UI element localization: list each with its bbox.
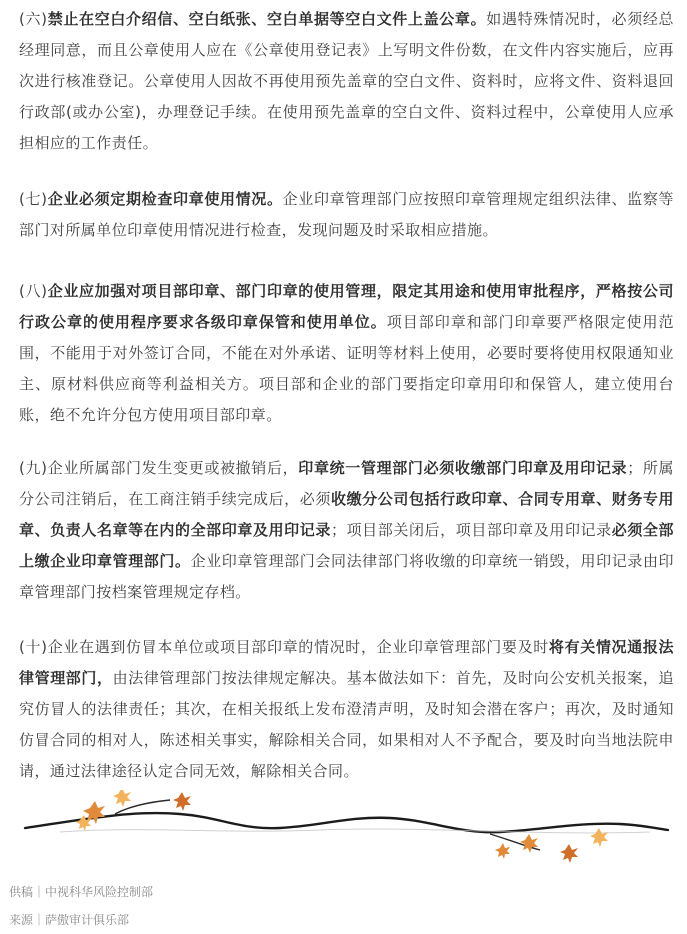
autumn-branch-icon <box>20 790 670 870</box>
emphasis-text: 将有关情况通报法律管理部门， <box>19 638 674 687</box>
clause-10-paragraph <box>19 632 674 787</box>
emphasis-text: 企业应加强对项目部印章、部门印章的使用管理，限定其用途和使用审批程序，严格按公司行政公章的使用程序要求各级印章保管和使用单位。 <box>19 282 674 331</box>
clause-7-paragraph <box>19 184 674 246</box>
clause-9-paragraph <box>19 453 674 608</box>
body-text: 企业印章管理部门应按照印章管理规定组织法律、监察等部门对所属单位印章使用情况进行检查，发现问题及时采取相应措施。 <box>19 190 674 239</box>
emphasis-text: 印章统一管理部门必须收缴部门印章及用印记录 <box>298 459 628 477</box>
branch-shadow <box>60 829 650 833</box>
body-text: 企业印章管理部门会同法律部门将收缴的印章统一销毁，用印记录由印章管理部门按档案管理规定存档。 <box>19 552 674 601</box>
body-text: 由法律管理部门按法律规定解决。基本做法如下：首先，及时向公安机关报案，追究仿冒人的法律责任；其次，在相关报纸上发布澄清声明，及时知会潜在客户；再次，及时通知仿冒合同的相对人，陈述相关事实，解除相关合同，如果相对人不予配合，要及时向当地法院申请，通过法律途径认定合同无效，解除相关合同。 <box>19 669 674 780</box>
body-text: 项目部印章和部门印章要严格限定使用范围，不能用于对外签订合同，不能在对外承诺、证明等材料上使用，必要时要将使用权限通知业主、原材料供应商等利益相关方。项目部和企业的部门要指定印章用印和保管人，建立使用台账，绝不允许分包方使用项目部印章。 <box>19 313 674 424</box>
body-text: 如遇特殊情况时，必须经总经理同意，而且公章使用人应在《公章使用登记表》上写明文件份数，在文件内容实施后，应再次进行核准登记。公章使用人因故不再使用预先盖章的空白文件、资料时，应将文件、资料退回行政部(或办公室)，办理登记手续。在使用预先盖章的空白文件、资料过程中，公章使用人应承担相应的工作责任。 <box>19 10 674 152</box>
clause-8-paragraph <box>19 276 674 431</box>
emphasis-text: 收缴分公司包括行政印章、合同专用章、财务专用章、负责人名章等在内的全部印章及用印记录 <box>19 490 674 539</box>
body-text: ；项目部关闭后，项目部印章及用印记录 <box>330 521 612 539</box>
leaf-cluster-left <box>76 790 191 831</box>
body-text: (九)企业所属部门发生变更或被撤销后， <box>19 459 299 477</box>
body-text: (十)企业在遇到仿冒本单位或项目部印章的情况时，企业印章管理部门要及时 <box>19 638 549 656</box>
clause-6-paragraph <box>19 4 674 159</box>
body-text: (七) <box>19 190 48 208</box>
body-text: ；所属分公司注销后，在工商注销手续完成后，必须 <box>19 459 674 508</box>
body-text: (六) <box>19 10 48 28</box>
emphasis-text: 必须全部上缴企业印章管理部门。 <box>19 521 674 570</box>
credit-source: 来源｜萨傲审计俱乐部 <box>9 913 130 927</box>
credit-supply: 供稿｜中视科华风险控制部 <box>9 885 154 899</box>
emphasis-text: 企业必须定期检查印章使用情况。 <box>47 190 283 208</box>
credits-block <box>9 878 153 934</box>
emphasis-text: 禁止在空白介绍信、空白纸张、空白单据等空白文件上盖公章。 <box>47 10 487 28</box>
body-text: (八) <box>19 282 48 300</box>
